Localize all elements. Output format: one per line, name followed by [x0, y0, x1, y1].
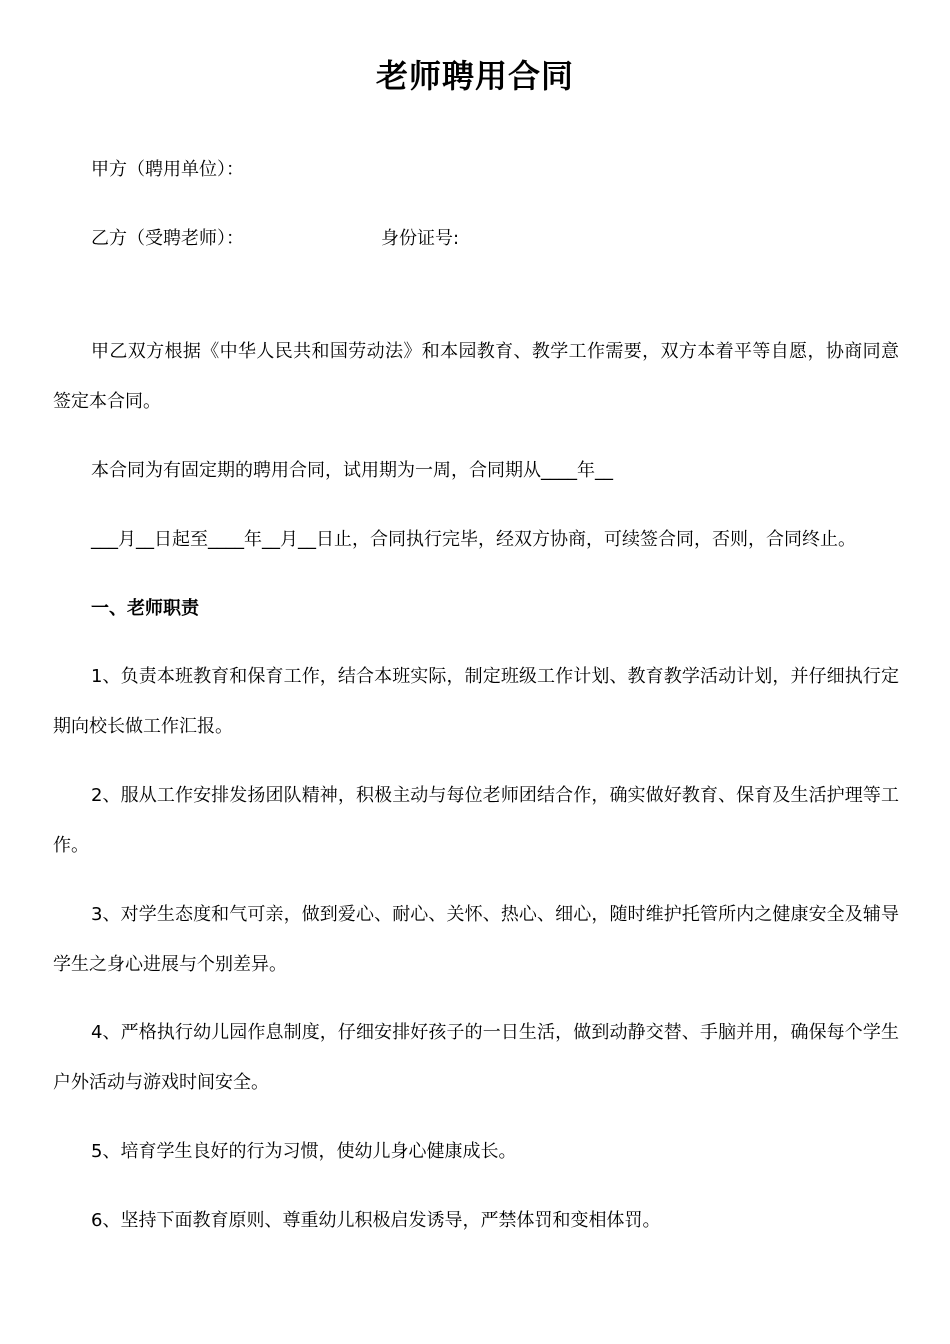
intro-paragraph: 甲乙双方根据《中华人民共和国劳动法》和本园教育、教学工作需要，双方本着平等自愿，协商同意签定本合同。 [53, 341, 899, 412]
party-a-label: 甲方（聘用单位）： [91, 159, 244, 180]
duty-item-3: 3、对学生态度和气可亲，做到爱心、耐心、关怀、热心、细心，随时维护托管所内之健康安全及辅导学生之身心进展与个别差异。 [53, 904, 899, 975]
duty-item-6: 6、坚持下面教育原则、尊重幼儿积极启发诱导，严禁体罚和变相体罚。 [91, 1210, 661, 1231]
party-b-label: 乙方（受聘老师）： [91, 228, 244, 249]
term-line-1: 本合同为有固定期的聘用合同，试用期为一周，合同期从____年__ [91, 460, 613, 481]
duty-item-2: 2、服从工作安排发扬团队精神，积极主动与每位老师团结合作，确实做好教育、保育及生活护理等工作。 [53, 785, 899, 856]
duty-item-4: 4、严格执行幼儿园作息制度，仔细安排好孩子的一日生活，做到动静交替、手脑并用，确保每个学生户外活动与游戏时间安全。 [53, 1022, 899, 1093]
duty-item-5: 5、培育学生良好的行为习惯，使幼儿身心健康成长。 [91, 1141, 517, 1162]
term-line-2: ___月__日起至____年__月__日止，合同执行完毕，经双方协商，可续签合同，否则，合同终止。 [91, 529, 856, 550]
id-number-label: 身份证号: [381, 228, 460, 249]
duty-item-1: 1、负责本班教育和保育工作，结合本班实际，制定班级工作计划、教育教学活动计划，并仔细执行定期向校长做工作汇报。 [53, 666, 899, 737]
document-title: 老师聘用合同 [375, 57, 574, 95]
section-heading-teacher-duties: 一、老师职责 [91, 598, 199, 619]
